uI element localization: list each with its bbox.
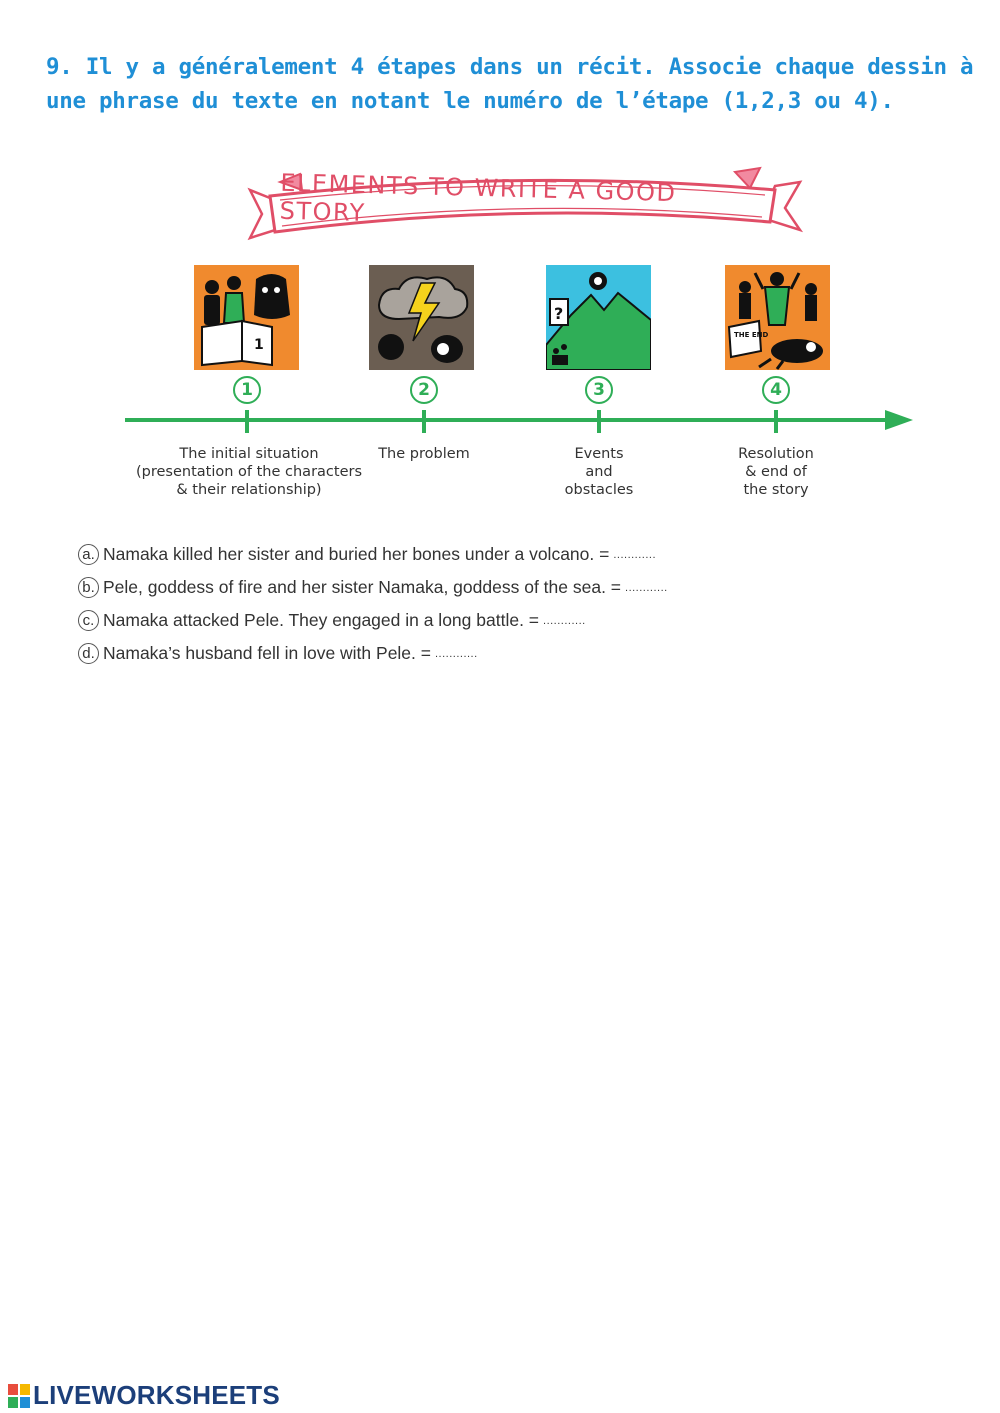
stage-number-2: 2 <box>410 376 438 404</box>
story-banner <box>240 160 810 250</box>
item-letter: a. <box>78 544 99 565</box>
stage-number-1: 1 <box>233 376 261 404</box>
storm-cloud-icon <box>369 265 474 370</box>
item-text: Pele, goddess of fire and her sister Namaka, goddess of the sea. = <box>103 577 622 597</box>
brand-name: LIVEWORKSHEETS <box>33 1380 280 1410</box>
answer-blank[interactable]: ............ <box>543 614 586 627</box>
characters-book-icon <box>194 265 299 370</box>
answer-blank[interactable]: ............ <box>435 647 478 660</box>
sentence-list <box>78 538 878 670</box>
item-letter: c. <box>78 610 99 631</box>
instruction-line-1: 9. Il y a généralement 4 étapes dans un récit. Associe chaque dessin à <box>46 54 974 80</box>
item-letter: b. <box>78 577 99 598</box>
stage-number-4: 4 <box>762 376 790 404</box>
svg-text:?: ? <box>554 304 564 323</box>
item-text: Namaka attacked Pele. They engaged in a long battle. = <box>103 610 540 630</box>
liveworksheets-logo-icon <box>8 1384 30 1408</box>
list-item <box>78 604 878 637</box>
instruction-text <box>46 50 974 118</box>
list-item <box>78 637 878 670</box>
answer-blank[interactable]: ............ <box>613 548 657 561</box>
stage-number-3: 3 <box>585 376 613 404</box>
stage-label-2: The problem <box>378 446 470 462</box>
svg-text:THE END: THE END <box>734 331 769 339</box>
mountain-obstacles-icon <box>546 265 651 370</box>
list-item <box>78 571 878 604</box>
svg-text:1: 1 <box>254 337 264 353</box>
item-text: Namaka killed her sister and buried her bones under a volcano. = <box>103 544 610 564</box>
item-letter: d. <box>78 643 99 664</box>
item-text: Namaka’s husband fell in love with Pele. = <box>103 643 431 663</box>
footer-brand <box>8 1380 280 1411</box>
stage-label-1: The initial situation (presentation of the characters & their relationship) <box>135 446 363 498</box>
stage-label-3: Events and obstacles <box>564 446 634 498</box>
list-item <box>78 538 878 571</box>
instruction-line-2: une phrase du texte en notant le numéro de l’étape (1,2,3 ou 4). <box>46 88 894 114</box>
banner-title: ELEMENTS TO WRITE A GOOD STORY <box>279 168 677 227</box>
timeline-arrow <box>125 405 915 435</box>
resolution-celebration-icon <box>725 265 830 370</box>
answer-blank[interactable]: ............ <box>625 581 668 594</box>
stage-label-4: Resolution & end of the story <box>738 446 814 498</box>
